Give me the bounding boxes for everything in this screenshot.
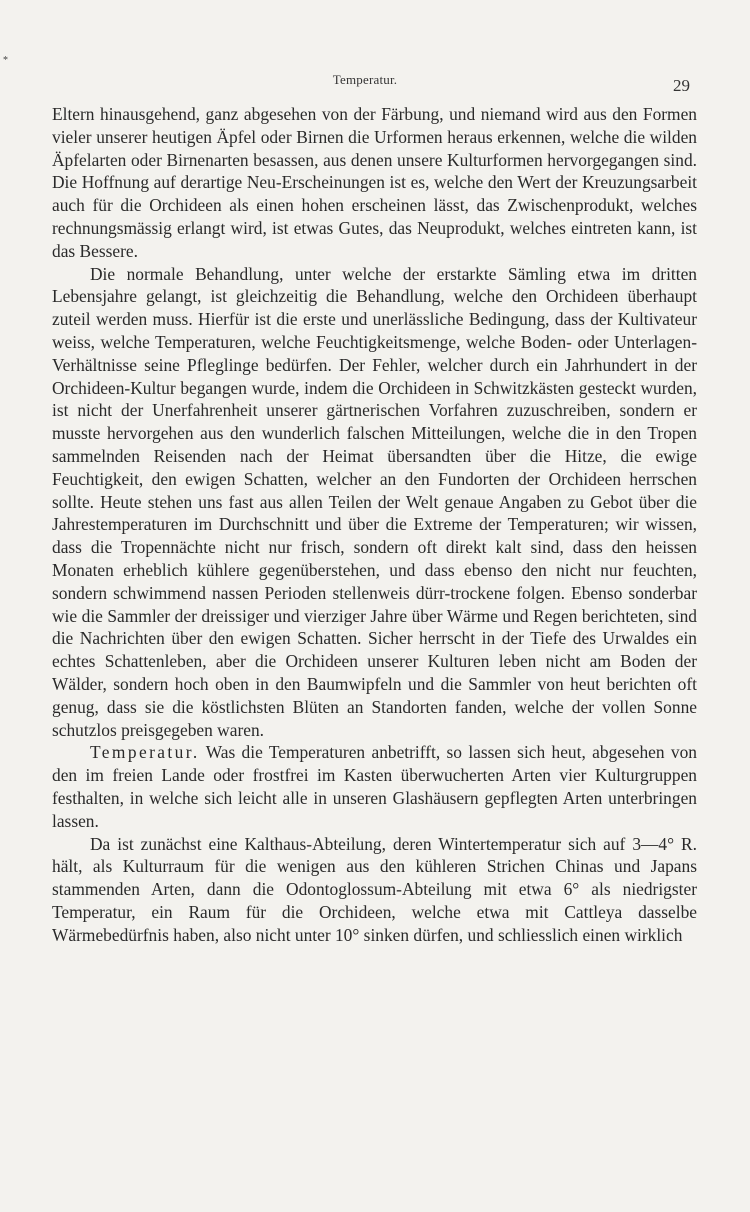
margin-mark: * xyxy=(3,55,8,66)
section-lead-word: Temperatur. xyxy=(90,742,200,763)
running-head: Temperatur. xyxy=(332,72,398,87)
body-text xyxy=(52,103,697,946)
paragraph-temperatur-text: Was die Temperaturen anbetrifft, so lassen sich heut, abgesehen von den im freien Lande oder frostfrei im Kasten überwucherten Arten vier Kulturgruppen festhalten, in welche sich leicht alle in unseren Glashäusern gepflegten Arten unterbringen lassen. xyxy=(52,742,697,831)
page-number: 29 xyxy=(673,76,690,95)
paragraph-temperatur xyxy=(52,741,697,832)
paragraph-kalthaus: Da ist zunächst eine Kalthaus-Abteilung, deren Wintertemperatur sich auf 3—4° R. hält, als Kulturraum für die wenigen aus den kühleren Strichen Chinas und Japans stammenden Arten, dann die Odontoglossum-Abteilung mit etwa 6° als niedrigster Temperatur, ein Raum für die Orchideen, welche etwa mit Cattleya dasselbe Wärmebedürfnis haben, also nicht unter 10° sinken dürfen, und schliesslich einen wirklich xyxy=(52,833,697,945)
paragraph-continuation: Eltern hinausgehend, ganz abgesehen von der Färbung, und niemand wird aus den Formen vieler unserer heutigen Äpfel oder Birnen die Urformen heraus erkennen, welche die wilden Äpfelarten oder Birnenarten besassen, aus denen unsere Kulturformen hervorgegangen sind. Die Hoffnung auf derartige Neu-Erscheinungen ist es, welche den Wert der Kreuzungsarbeit auch für die Orchideen als einen hohen erscheinen lässt, das Zwischenprodukt, welches rechnungsmässig erlangt wird, ist etwas Gutes, das Neuprodukt, welches eintreten kann, ist das Bessere. xyxy=(52,104,697,261)
paragraph-normale-behandlung: Die normale Behandlung, unter welche der erstarkte Sämling etwa im dritten Lebensjahre gelangt, ist gleichzeitig die Behandlung, welche den Orchideen überhaupt zuteil werden muss. Hierfür ist die erste und unerlässliche Bedingung, dass der Kultivateur weiss, welche Temperaturen, welche Feuchtigkeitsmenge, welche Boden- oder Unterlagen-Verhältnisse seine Pfleglinge bedürfen. Der Fehler, welcher durch ein Jahrhundert in der Orchideen-Kultur begangen wurde, indem die Orchideen in Schwitzkästen gesteckt wurden, ist nicht der Unerfahrenheit unserer gärtnerischen Vorfahren zuzuschreiben, sondern er musste hervorgehen aus den wunderlich falschen Mitteilungen, welche die in den Tropen sammelnden Reisenden nach der Heimat übersandten über die Hitze, die ewige Feuchtigkeit, den ewigen Schatten, welcher an den Fundorten der Orchideen herrschen sollte. Heute stehen uns fast aus allen Teilen der Welt genaue Angaben zu Gebot über die Jahrestemperaturen im Durchschnitt und über die Extreme der Temperaturen; wir wissen, dass die Tropennächte nicht nur frisch, sondern oft direkt kalt sind, dass den heissen Monaten erheblich kühlere gegenüberstehen, und dass ebenso den nicht nur feuchten, sondern schwimmend nassen Perioden stellenweis dürr-trockene folgen. Ebenso sonderbar wie die Sammler der dreissiger und vierziger Jahre über Wärme und Regen berichteten, sind die Nachrichten über den ewigen Schatten. Sicher herrscht in der Tiefe des Urwaldes ein echtes Schattenleben, aber die Orchideen unserer Kulturen leben nicht am Boden der Wälder, sondern hoch oben in den Baumwipfeln und die Sammler von heut berichten oft genug, dass sie die köstlichsten Blüten an Standorten fanden, welche der vollen Sonne schutzlos preisgegeben waren. xyxy=(52,263,697,740)
